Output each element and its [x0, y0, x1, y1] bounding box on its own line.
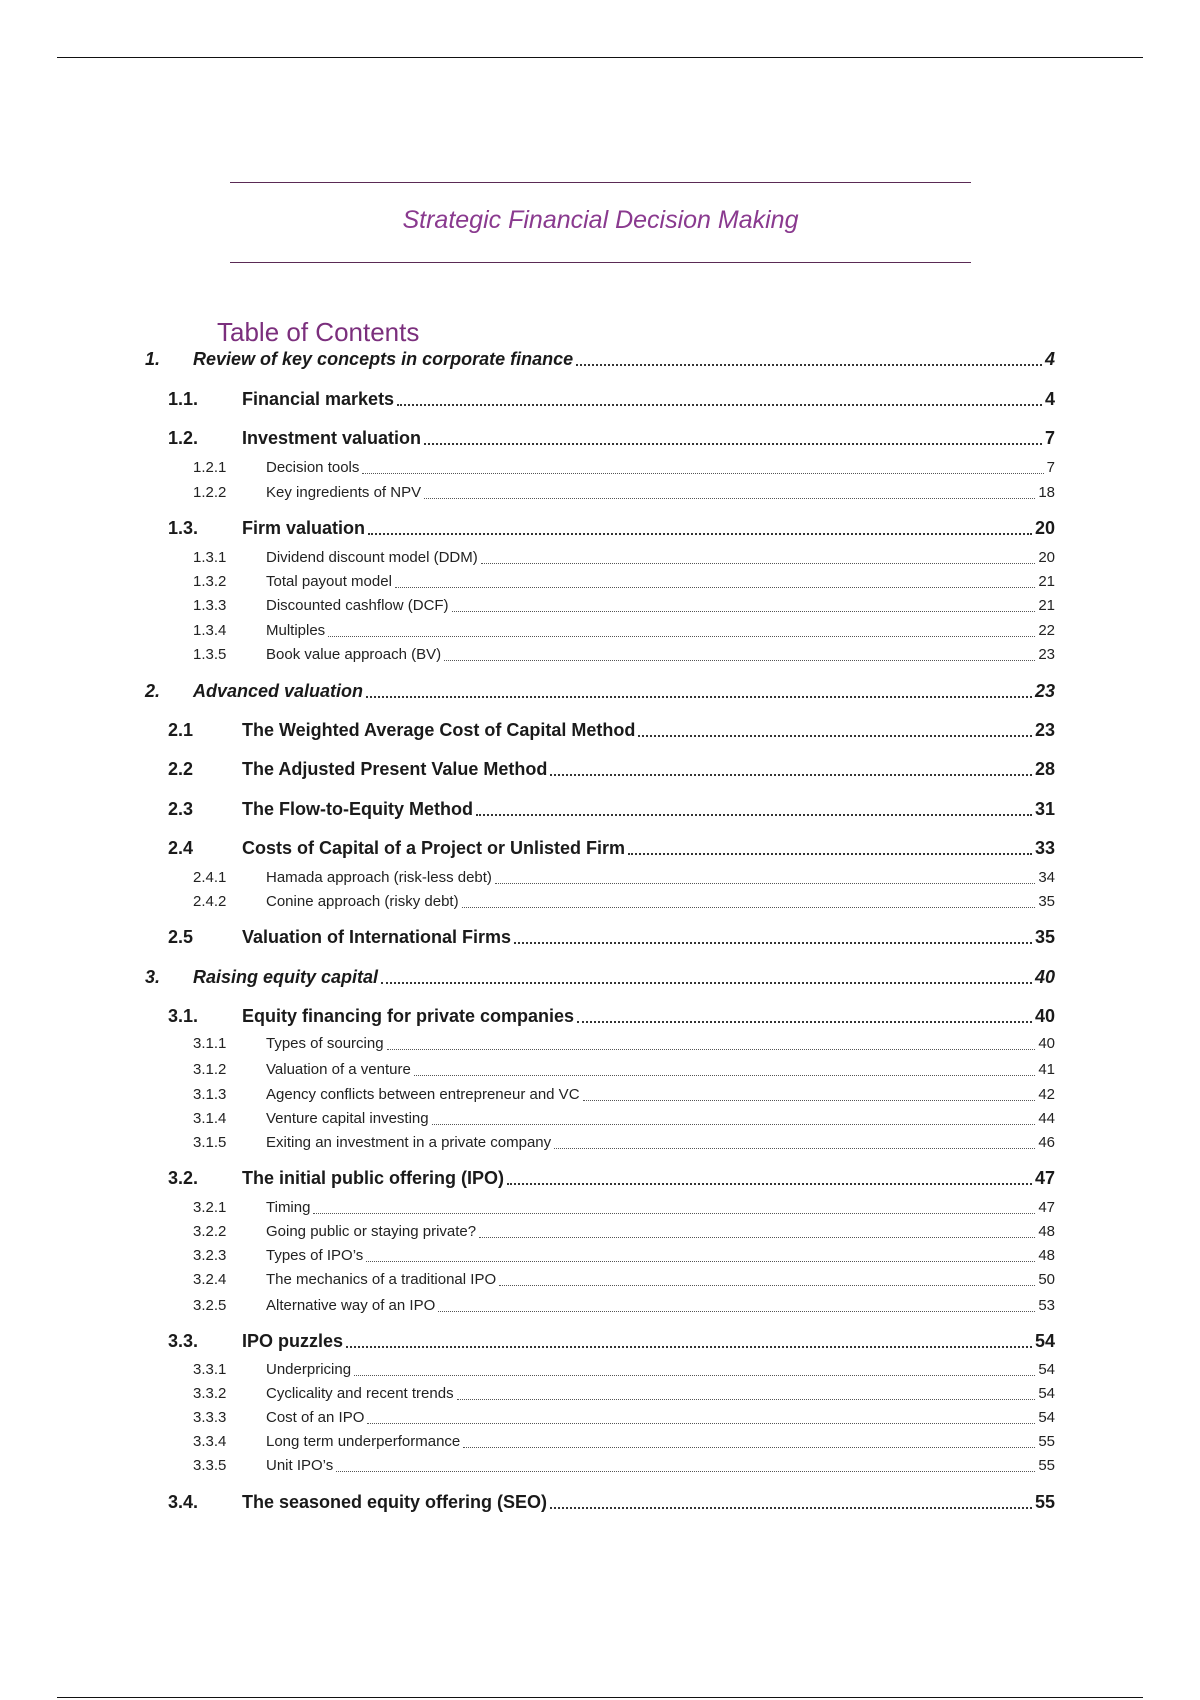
toc-leader-dots — [481, 562, 1036, 564]
toc-entry-label: Financial markets — [242, 389, 395, 409]
toc-entry-label: Conine approach (risky debt) — [266, 893, 459, 910]
toc-entry-label: Cost of an IPO — [266, 1409, 365, 1426]
toc-entry[interactable] — [168, 1329, 1055, 1353]
toc-heading: Table of Contents — [217, 317, 420, 347]
toc-entry[interactable] — [193, 645, 1055, 665]
toc-entry-label: Underpricing — [266, 1361, 352, 1378]
toc-entry[interactable] — [145, 965, 1055, 989]
toc-leader-dots — [424, 442, 1042, 445]
toc-leader-dots — [368, 532, 1032, 535]
toc-entry-number: 3.3.1 — [193, 1361, 227, 1378]
toc-entry-page: 22 — [1038, 622, 1055, 639]
toc-leader-dots — [367, 1422, 1035, 1424]
toc-entry-number: 1. — [145, 349, 161, 369]
toc-entry[interactable] — [168, 1004, 1055, 1028]
toc-leader-dots — [424, 497, 1035, 499]
toc-entry-label: Costs of Capital of a Project or Unlisted Firm — [242, 838, 626, 858]
toc-entry-label: Decision tools — [266, 459, 360, 476]
toc-entry[interactable] — [193, 1360, 1055, 1380]
toc-leader-dots — [507, 1182, 1032, 1185]
toc-entry[interactable] — [168, 1490, 1055, 1514]
toc-leader-dots — [554, 1147, 1035, 1149]
toc-entry-number: 3.1.1 — [193, 1035, 227, 1052]
toc-entry-number: 3.3.2 — [193, 1385, 227, 1402]
toc-entry-page: 23 — [1034, 720, 1055, 740]
toc-entry-page: 42 — [1038, 1086, 1055, 1103]
toc-entry-number: 3.2.1 — [193, 1199, 227, 1216]
toc-entry-number: 2.1 — [168, 720, 194, 740]
toc-entry-label: Valuation of a venture — [266, 1061, 411, 1078]
toc-entry[interactable] — [193, 1246, 1055, 1266]
toc-entry-number: 3. — [145, 967, 161, 987]
toc-entry[interactable] — [193, 1133, 1055, 1153]
toc-entry-number: 2.5 — [168, 927, 194, 947]
toc-leader-dots — [395, 586, 1035, 588]
toc-entry-number: 1.2.2 — [193, 484, 227, 501]
toc-entry-page: 54 — [1038, 1385, 1055, 1402]
toc-entry[interactable] — [193, 1060, 1055, 1080]
toc-entry-page: 40 — [1034, 967, 1055, 987]
toc-entry-number: 1.3. — [168, 518, 199, 538]
toc-entry-number: 2.4.1 — [193, 869, 227, 886]
toc-entry[interactable] — [193, 1456, 1055, 1476]
document-title: Strategic Financial Decision Making — [402, 206, 799, 234]
toc-entry-number: 1.2.1 — [193, 459, 227, 476]
toc-entry-number: 3.1.3 — [193, 1086, 227, 1103]
toc-leader-dots — [628, 852, 1032, 855]
toc-entry[interactable] — [193, 1384, 1055, 1404]
toc-entry-label: Advanced valuation — [193, 681, 364, 701]
toc-leader-dots — [362, 472, 1043, 474]
toc-entry-number: 2.4.2 — [193, 893, 227, 910]
toc-entry-number: 3.2.2 — [193, 1223, 227, 1240]
toc-entry[interactable] — [168, 836, 1055, 860]
toc-entry-number: 3.1.5 — [193, 1134, 227, 1151]
toc-leader-dots — [479, 1236, 1035, 1238]
toc-entry[interactable] — [193, 1034, 1055, 1054]
toc-entry-page: 40 — [1038, 1035, 1055, 1052]
toc-entry-page: 48 — [1038, 1223, 1055, 1240]
toc-entry-page: 28 — [1034, 759, 1055, 779]
toc-leader-dots — [387, 1048, 1036, 1050]
toc-leader-dots — [514, 941, 1032, 944]
toc-entry[interactable] — [145, 347, 1055, 371]
toc-entry-label: The mechanics of a traditional IPO — [266, 1271, 497, 1288]
toc-leader-dots — [638, 734, 1032, 737]
toc-entry[interactable] — [193, 1408, 1055, 1428]
toc-leader-dots — [444, 659, 1035, 661]
toc-leader-dots — [397, 403, 1042, 406]
toc-entry-label: The initial public offering (IPO) — [242, 1168, 504, 1188]
toc-entry-number: 3.3.3 — [193, 1409, 227, 1426]
toc-entry-page: 46 — [1038, 1134, 1055, 1151]
toc-entry[interactable] — [193, 596, 1055, 616]
toc-entry[interactable] — [193, 1109, 1055, 1129]
toc-entry-page: 18 — [1038, 484, 1055, 501]
toc-entry-label: IPO puzzles — [242, 1331, 344, 1351]
toc-entry-number: 1.3.2 — [193, 573, 227, 590]
toc-entry-label: Types of sourcing — [266, 1035, 384, 1052]
toc-leader-dots — [463, 1446, 1035, 1448]
toc-leader-dots — [313, 1212, 1035, 1214]
toc-entry-number: 3.2. — [168, 1168, 199, 1188]
toc-entry-number: 3.1.4 — [193, 1110, 227, 1127]
toc-entry-page: 4 — [1044, 349, 1055, 369]
toc-entry-label: Review of key concepts in corporate finance — [193, 349, 574, 369]
toc-entry-label: Book value approach (BV) — [266, 646, 442, 663]
toc-entry-label: Multiples — [266, 622, 326, 639]
toc-entry-number: 2.2 — [168, 759, 194, 779]
toc-entry-page: 44 — [1038, 1110, 1055, 1127]
toc-entry-page: 21 — [1038, 597, 1055, 614]
toc-entry[interactable] — [145, 679, 1055, 703]
toc-entry-page: 53 — [1038, 1297, 1055, 1314]
toc-entry[interactable] — [193, 621, 1055, 641]
toc-entry-page: 54 — [1038, 1361, 1055, 1378]
toc-entry[interactable] — [193, 1432, 1055, 1452]
toc-entry-label: The Weighted Average Cost of Capital Method — [242, 720, 636, 740]
toc-leader-dots — [328, 635, 1035, 637]
toc-leader-dots — [452, 610, 1036, 612]
toc-entry-page: 47 — [1034, 1168, 1055, 1188]
toc-entry-page: 54 — [1034, 1331, 1055, 1351]
toc-entry-page: 40 — [1034, 1006, 1055, 1026]
toc-entry-page: 21 — [1038, 573, 1055, 590]
toc-entry-label: Firm valuation — [242, 518, 366, 538]
toc-leader-dots — [550, 1506, 1032, 1509]
toc-entry-page: 7 — [1046, 459, 1055, 476]
toc-leader-dots — [457, 1398, 1036, 1400]
toc-entry-label: Types of IPO’s — [266, 1247, 364, 1264]
toc-entry-label: The Flow-to-Equity Method — [242, 799, 473, 819]
toc-entry-number: 3.4. — [168, 1492, 199, 1512]
toc-entry[interactable] — [193, 483, 1055, 503]
toc-entry-number: 1.3.4 — [193, 622, 227, 639]
toc-entry[interactable] — [168, 718, 1055, 742]
toc-entry[interactable] — [193, 548, 1055, 568]
toc-entry-number: 3.1. — [168, 1006, 199, 1026]
toc-entry-label: The Adjusted Present Value Method — [242, 759, 548, 779]
toc-entry-label: Total payout model — [266, 573, 392, 590]
toc-entry-page: 55 — [1034, 1492, 1055, 1512]
toc-entry-number: 2. — [145, 681, 161, 701]
toc-entry-page: 50 — [1038, 1271, 1055, 1288]
toc-entry[interactable] — [193, 1222, 1055, 1242]
toc-entry-label: Venture capital investing — [266, 1110, 429, 1127]
toc-entry[interactable] — [193, 1296, 1055, 1316]
toc-entry-page: 34 — [1038, 869, 1055, 886]
toc-entry[interactable] — [193, 1198, 1055, 1218]
toc-entry-label: Raising equity capital — [193, 967, 379, 987]
toc-entry-label: Valuation of International Firms — [242, 927, 512, 947]
toc-entry[interactable] — [193, 572, 1055, 592]
toc-entry-page: 55 — [1038, 1433, 1055, 1450]
page-bottom-rule — [57, 1697, 1143, 1698]
toc-entry-page: 23 — [1034, 681, 1055, 701]
toc-entry-number: 1.2. — [168, 428, 199, 448]
toc-entry-number: 2.3 — [168, 799, 194, 819]
toc-entry-page: 33 — [1034, 838, 1055, 858]
toc-leader-dots — [476, 813, 1032, 816]
toc-entry-number: 3.2.4 — [193, 1271, 227, 1288]
toc-entry-page: 4 — [1044, 389, 1055, 409]
toc-entry-number: 1.1. — [168, 389, 199, 409]
toc-entry-page: 35 — [1038, 893, 1055, 910]
toc-entry-label: The seasoned equity offering (SEO) — [242, 1492, 548, 1512]
toc-entry[interactable] — [193, 1270, 1055, 1290]
toc-entry-number: 3.2.3 — [193, 1247, 227, 1264]
toc-entry[interactable] — [168, 925, 1055, 949]
toc-entry[interactable] — [168, 387, 1055, 411]
toc-entry-page: 35 — [1034, 927, 1055, 947]
toc-entry-number: 1.3.3 — [193, 597, 227, 614]
toc-entry-page: 55 — [1038, 1457, 1055, 1474]
toc-entry-page: 48 — [1038, 1247, 1055, 1264]
toc-leader-dots — [438, 1310, 1035, 1312]
toc-leader-dots — [550, 773, 1032, 776]
toc-entry-number: 2.4 — [168, 838, 194, 858]
toc-entry[interactable] — [193, 868, 1055, 888]
toc-entry-label: Discounted cashflow (DCF) — [266, 597, 449, 614]
toc-entry-label: Unit IPO’s — [266, 1457, 334, 1474]
toc-entry[interactable] — [193, 1085, 1055, 1105]
toc-entry-number: 1.3.5 — [193, 646, 227, 663]
toc-entry-label: Investment valuation — [242, 428, 422, 448]
toc-entry-page: 7 — [1044, 428, 1055, 448]
toc-leader-dots — [414, 1074, 1035, 1076]
toc-leader-dots — [499, 1284, 1035, 1286]
toc-entry-label: Going public or staying private? — [266, 1223, 477, 1240]
toc-entry-label: Key ingredients of NPV — [266, 484, 422, 501]
toc-leader-dots — [346, 1345, 1032, 1348]
toc-entry-page: 20 — [1034, 518, 1055, 538]
toc-entry-number: 3.3.4 — [193, 1433, 227, 1450]
toc-leader-dots — [495, 882, 1035, 884]
toc-entry[interactable] — [168, 797, 1055, 821]
toc-entry-number: 3.1.2 — [193, 1061, 227, 1078]
toc-entry-label: Cyclicality and recent trends — [266, 1385, 454, 1402]
toc-entry[interactable] — [168, 1166, 1055, 1190]
toc-entry[interactable] — [168, 426, 1055, 450]
toc-entry-number: 3.3.5 — [193, 1457, 227, 1474]
toc-leader-dots — [381, 981, 1032, 984]
toc-entry-label: Dividend discount model (DDM) — [266, 549, 478, 566]
toc-entry-label: Long term underperformance — [266, 1433, 461, 1450]
toc-leader-dots — [366, 1260, 1035, 1262]
toc-leader-dots — [366, 695, 1032, 698]
toc-entry[interactable] — [168, 516, 1055, 540]
toc-leader-dots — [336, 1470, 1035, 1472]
toc-entry-number: 3.2.5 — [193, 1297, 227, 1314]
toc-entry-page: 54 — [1038, 1409, 1055, 1426]
toc-entry-number: 3.3. — [168, 1331, 199, 1351]
toc-entry-page: 47 — [1038, 1199, 1055, 1216]
toc-entry[interactable] — [193, 892, 1055, 912]
toc-entry-label: Agency conflicts between entrepreneur and VC — [266, 1086, 580, 1103]
toc-entry-page: 23 — [1038, 646, 1055, 663]
toc-leader-dots — [577, 1020, 1032, 1023]
toc-entry-label: Hamada approach (risk-less debt) — [266, 869, 492, 886]
toc-entry-page: 41 — [1038, 1061, 1055, 1078]
toc-entry-page: 20 — [1038, 549, 1055, 566]
toc-entry-label: Timing — [266, 1199, 311, 1216]
toc-leader-dots — [432, 1123, 1036, 1125]
toc-entry-label: Exiting an investment in a private company — [266, 1134, 552, 1151]
toc-entry[interactable] — [193, 458, 1055, 478]
toc-leader-dots — [462, 906, 1036, 908]
toc-leader-dots — [576, 363, 1042, 366]
toc-entry[interactable] — [168, 757, 1055, 781]
toc-entry-number: 1.3.1 — [193, 549, 227, 566]
toc-leader-dots — [583, 1099, 1036, 1101]
toc-entry-label: Alternative way of an IPO — [266, 1297, 436, 1314]
toc-entry-label: Equity financing for private companies — [242, 1006, 575, 1026]
toc-entry-page: 31 — [1034, 799, 1055, 819]
toc-leader-dots — [354, 1374, 1035, 1376]
